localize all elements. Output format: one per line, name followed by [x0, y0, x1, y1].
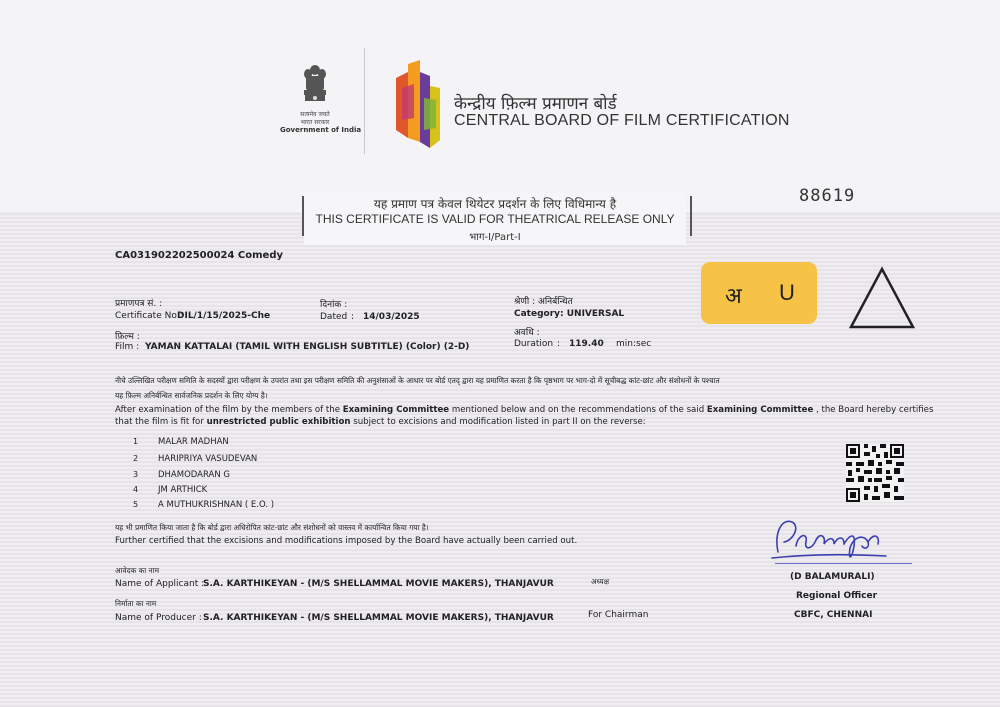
board-name-english: CENTRAL BOARD OF FILM CERTIFICATION — [454, 112, 790, 129]
signatory-name: (D BALAMURALI) — [790, 572, 875, 582]
validity-hindi: यह प्रमाण पत्र केवल थियेटर प्रदर्शन के लिए विधिमान्य है — [373, 197, 617, 211]
govt-english-label: Government of India — [280, 126, 362, 134]
certificate-hindi-label: प्रमाणपत्र सं. : — [115, 299, 163, 309]
producer-value: S.A. KARTHIKEYAN - (M/S SHELLAMMAL MOVIE MAKERS), THANJAVUR — [203, 613, 554, 623]
date-label: Dated — [320, 312, 348, 322]
rating-hindi: अ — [725, 283, 742, 308]
film-label: Film : — [115, 342, 140, 352]
para1-hindi-line2: यह फ़िल्म अनिर्बन्धित सार्वजनिक प्रदर्शन के लिए योग्य है। — [115, 391, 268, 400]
date-hindi-label: दिनांक : — [320, 300, 348, 310]
chairman-english: For Chairman — [588, 610, 649, 620]
committee-number: 2 — [133, 454, 139, 463]
certificate-label: Certificate No : — [115, 311, 183, 321]
serial-number: 88619 — [799, 186, 856, 206]
committee-member: JM ARTHICK — [158, 485, 208, 495]
rating-badge — [701, 262, 817, 324]
committee-number: 3 — [133, 470, 139, 479]
qr-code-icon[interactable] — [846, 444, 904, 502]
emblem-motto: सत्यमेव जयते — [300, 111, 330, 118]
producer-hindi-label: निर्माता का नाम — [115, 599, 157, 608]
board-name-hindi: केन्द्रीय फ़िल्म प्रमाणन बोर्ड — [454, 94, 617, 114]
category-hindi-label: श्रेणी : अनिर्बन्धित — [514, 297, 573, 307]
para2-english: Further certified that the excisions and modifications imposed by the Board have actually been carried out. — [115, 536, 578, 546]
committee-member: A MUTHUKRISHNAN ( E.O. ) — [158, 500, 275, 510]
date-value: 14/03/2025 — [363, 312, 420, 322]
government-emblem — [280, 62, 362, 134]
category-label: Category — [514, 309, 561, 319]
committee-member: DHAMODARAN G — [158, 470, 231, 480]
para1-hindi-line1: नीचे उल्लिखित परीक्षण समिति के सदस्यों द्वारा परीक्षण के उपरांत तथा इस परीक्षण समिति की अनुशंसाओं के आधार पर बोर्ड एतद् द्वारा यह प्रमाणित करता है कि पृष्ठभाग पर भाग-दो में सूचीबद्ध कांट-छांट और संशोधनों के पश्चात — [115, 376, 720, 385]
duration-separator: : — [557, 339, 561, 349]
para2-hindi: यह भी प्रमाणित किया जाता है कि बोर्ड द्वारा अधिरोपित कांट-छांट और संशोधनों को वास्तव में कार्यान्वित किया गया है। — [115, 523, 429, 532]
duration-hindi-label: अवधि : — [514, 328, 540, 338]
cbfc-logo-icon — [390, 58, 446, 154]
committee-number: 4 — [133, 485, 139, 494]
ashoka-emblem-icon — [299, 62, 331, 110]
film-title: YAMAN KATTALAI (TAMIL WITH ENGLISH SUBTITLE) (Color) (2-D) — [145, 342, 470, 352]
duration-label: Duration — [514, 339, 554, 349]
committee-number: 5 — [133, 500, 139, 509]
para1-english-line2: that the film is fit for unrestricted public exhibition subject to excisions and modification listed in part II on the reverse: — [115, 417, 646, 427]
para1-english-line1: After examination of the film by the members of the Examining Committee mentioned below and on the recommendations of the said Examining Committee , the Board hereby certifies — [115, 405, 934, 415]
film-hindi-label: फ़िल्म : — [115, 332, 140, 342]
certificate-value: DIL/1/15/2025-Che — [177, 311, 271, 321]
triangle-icon — [848, 266, 916, 330]
applicant-hindi-label: आवेदक का नाम — [115, 566, 159, 575]
validity-banner — [304, 193, 686, 245]
date-separator: : — [351, 312, 355, 322]
committee-member: MALAR MADHAN — [158, 437, 229, 447]
validity-part: भाग-I/Part-I — [469, 232, 521, 243]
rating-english: U — [779, 280, 795, 305]
signatory-designation: Regional Officer — [796, 591, 878, 601]
duration-unit: min:sec — [616, 339, 652, 349]
duration-value: 119.40 — [569, 339, 604, 349]
signature-icon — [768, 512, 890, 564]
govt-hindi-label: भारत सरकार — [300, 119, 330, 126]
committee-member: HARIPRIYA VASUDEVAN — [158, 454, 258, 464]
validity-english: THIS CERTIFICATE IS VALID FOR THEATRICAL RELEASE ONLY — [315, 212, 675, 226]
applicant-label: Name of Applicant : — [115, 579, 205, 589]
signature-line — [775, 563, 912, 564]
applicant-value: S.A. KARTHIKEYAN - (M/S SHELLAMMAL MOVIE MAKERS), THANJAVUR — [203, 579, 554, 589]
reference-code: CA031902202500024 Comedy — [115, 250, 284, 261]
header-divider — [364, 48, 365, 154]
signatory-office: CBFC, CHENNAI — [794, 610, 873, 620]
chairman-hindi: अध्यक्ष — [591, 577, 610, 586]
category-value: : UNIVERSAL — [560, 309, 625, 319]
committee-number: 1 — [133, 437, 139, 446]
producer-label: Name of Producer : — [115, 613, 202, 623]
